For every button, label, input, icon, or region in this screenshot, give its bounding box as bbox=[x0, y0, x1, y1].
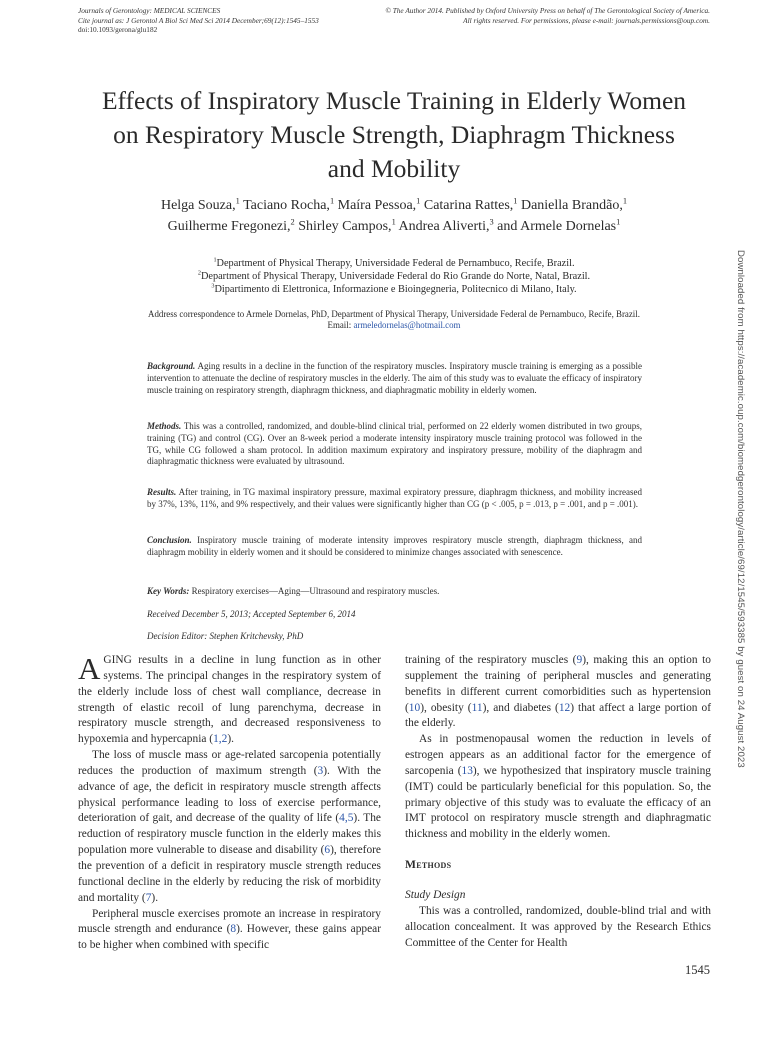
author-affiliation-mark: 1 bbox=[622, 196, 628, 206]
methods-paragraph-1: This was a controlled, randomized, double-blind trial and with allocation concealment. It was approved by the Research Ethics Committee of the Center for Health bbox=[405, 904, 711, 949]
methods-heading: Methods bbox=[405, 858, 452, 872]
keywords-text: Respiratory exercises—Aging—Ultrasound and respiratory muscles. bbox=[191, 586, 440, 596]
article-title bbox=[40, 84, 748, 186]
conclusion-label: Conclusion. bbox=[147, 535, 192, 545]
author-affiliation-mark: 1 bbox=[235, 196, 240, 206]
citation-line: Cite journal as: J Gerontol A Biol Sci Med Sci 2014 December;69(12):1545–1553 bbox=[78, 15, 319, 25]
keywords-label: Key Words: bbox=[147, 586, 190, 596]
journal-name: Journals of Gerontology: MEDICAL SCIENCES bbox=[78, 6, 221, 15]
affiliation-text: Department of Physical Therapy, Universidade Federal do Rio Grande do Norte, Natal, Brazil. bbox=[200, 270, 591, 282]
affiliation-item bbox=[40, 271, 748, 284]
title-line-1: Effects of Inspiratory Muscle Training in Elderly Women bbox=[101, 86, 687, 115]
results-label: Results. bbox=[147, 487, 177, 497]
intro-paragraph-4: training of the respiratory muscles (9), making this an option to supplement the training of peripheral muscles and generating benefits in different current comorbidities such as hypertension (10), obesity (11), and diabetes (12) that affect a large portion of the elderly. bbox=[405, 654, 711, 730]
reference-link[interactable]: 10 bbox=[408, 701, 421, 714]
abstract-background bbox=[147, 361, 642, 396]
download-watermark bbox=[730, 250, 754, 1060]
doi-line: doi:10.1093/gerona/glu182 bbox=[78, 25, 158, 35]
author-name: Maíra Pessoa, bbox=[337, 198, 417, 213]
affiliation-text: Department of Physical Therapy, Universidade Federal de Pernambuco, Recife, Brazil. bbox=[216, 258, 575, 269]
reference-link[interactable]: 1,2 bbox=[213, 733, 228, 746]
reference-link[interactable]: 12 bbox=[558, 701, 571, 714]
conclusion-text: Inspiratory muscle training of moderate intensity improves respiratory muscle strength, diaphragm thickness, and diaphragm mobility in elderly women and it should be considered to minimize changes associated with senescence. bbox=[147, 535, 642, 557]
author-name: Daniella Brandão, bbox=[520, 198, 623, 213]
author-affiliation-mark: 1 bbox=[391, 216, 396, 226]
body-right-column bbox=[405, 653, 711, 951]
title-line-3: and Mobility bbox=[327, 154, 461, 183]
reference-link[interactable]: 11 bbox=[471, 701, 483, 714]
address-line: Address correspondence to Armele Dornelas, PhD, Department of Physical Therapy, Universidade Federal de Pernambuco, Recife, Brazil. bbox=[148, 309, 640, 319]
reference-link[interactable]: 3 bbox=[317, 764, 324, 777]
background-text: Aging results in a decline in the function of the respiratory muscles. Inspiratory muscle training is emerging as a possible intervention to attenuate the decline of respiratory muscles in the elderly. The aim of this study was to evaluate the efficacy of inspiratory muscle training on respiratory strength, diaphragm thickness, and diaphragmatic mobility in elderly women. bbox=[147, 361, 642, 395]
abstract-conclusion bbox=[147, 535, 642, 559]
author-affiliation-mark: 3 bbox=[489, 216, 494, 226]
author-affiliation-mark: 1 bbox=[416, 196, 421, 206]
page-number: 1545 bbox=[685, 963, 710, 977]
author-list bbox=[40, 196, 748, 237]
affiliations bbox=[40, 258, 748, 296]
author-name: Andrea Aliverti, bbox=[398, 218, 490, 234]
abstract-methods bbox=[147, 421, 642, 468]
reference-link[interactable]: 4,5 bbox=[339, 812, 354, 825]
journal-header bbox=[78, 6, 319, 35]
reference-link[interactable]: 6 bbox=[324, 844, 331, 857]
affiliation-text: Dipartimento di Elettronica, Informazione e Bioingegneria, Politecnico di Milano, Italy. bbox=[214, 283, 577, 295]
correspondence-address bbox=[40, 309, 748, 332]
decision-editor: Decision Editor: Stephen Kritchevsky, PhD bbox=[147, 631, 304, 641]
copyright-line: © The Author 2014. Published by Oxford University Press on behalf of The Gerontological Society of America. bbox=[385, 6, 710, 15]
author-name: Shirley Campos, bbox=[298, 218, 392, 234]
affiliation-number: 2 bbox=[197, 269, 201, 277]
author-name: Guilherme Fregonezi, bbox=[167, 218, 291, 234]
reference-link[interactable]: 9 bbox=[576, 654, 583, 666]
drop-cap: A bbox=[78, 651, 101, 686]
author-affiliation-mark: 1 bbox=[513, 196, 518, 206]
author-affiliation-mark: 2 bbox=[290, 216, 295, 226]
intro-paragraph-1: AGING results in a decline in lung function as in other systems. The principal changes in the respiratory system of the elderly include loss of chest wall compliance, decrease in strength of elastic recoil of lung parenchyma, decrease in respiratory muscle strength, and decreased responsiveness to hypoxemia and hypercapnia (1,2). bbox=[78, 651, 381, 746]
background-label: Background. bbox=[147, 361, 196, 371]
methods-label: Methods. bbox=[147, 421, 182, 431]
body-left-column bbox=[78, 653, 381, 954]
affiliation-number: 3 bbox=[211, 282, 215, 290]
author-name: Helga Souza, bbox=[160, 198, 236, 213]
download-note: Downloaded from https://academic.oup.com/biomedgerontology/article/69/12/1545/593385 by guest on 24 August 2023 bbox=[735, 250, 746, 768]
abstract-results bbox=[147, 487, 642, 511]
intro-paragraph-3: Peripheral muscle exercises promote an increase in respiratory muscle strength and endurance (8). However, these gains appear to be higher when combined with specific bbox=[78, 907, 381, 952]
affiliation-item bbox=[40, 258, 748, 271]
affiliation-item bbox=[40, 284, 748, 297]
reference-link[interactable]: 8 bbox=[230, 923, 237, 936]
copyright-header bbox=[290, 6, 710, 25]
email-label: Email: bbox=[327, 320, 354, 331]
affiliation-number: 1 bbox=[213, 256, 217, 264]
study-design-heading: Study Design bbox=[405, 888, 466, 901]
reference-link[interactable]: 7 bbox=[145, 891, 152, 904]
keywords bbox=[147, 586, 642, 598]
intro-paragraph-5: As in postmenopausal women the reduction in levels of estrogen appears as an additional factor for the emergence of sarcopenia (13), we hypothesized that inspiratory muscle training (IMT) could be particularly beneficial for this population. So, the primary objective of this study was to evaluate the efficacy of an IMT protocol on respiratory muscle strength and diaphragmatic thickness and mobility in the elderly women. bbox=[405, 733, 712, 841]
email-link[interactable]: armeledornelas@hotmail.com bbox=[353, 320, 461, 331]
author-name: and Armele Dornelas bbox=[497, 218, 617, 234]
author-name: Taciano Rocha, bbox=[243, 198, 330, 213]
received-dates: Received December 5, 2013; Accepted September 6, 2014 bbox=[147, 609, 356, 619]
title-line-2: on Respiratory Muscle Strength, Diaphragm Thickness bbox=[113, 120, 675, 149]
permissions-line: All rights reserved. For permissions, please e-mail: journals.permissions@oup.com. bbox=[463, 15, 710, 25]
author-affiliation-mark: 1 bbox=[329, 196, 335, 206]
intro-paragraph-2: The loss of muscle mass or age-related sarcopenia potentially reduces the production of maximum strength (3). With the advance of age, the deficit in respiratory muscle strength affects physical performance leading to loss of exercise performance, deterioration of gait, and decrease of the quality of life (4,5). The reduction of respiratory muscle function in the elderly makes this population more vulnerable to disease and disability (6), therefore the prevention of a deficit in respiratory muscle strength reduces functional decline in the elderly by reducing the risk of morbidity and mortality (7). bbox=[78, 749, 381, 904]
results-text: After training, in TG maximal inspiratory pressure, maximal expiratory pressure, diaphragm thickness, and mobility increased by 37%, 13%, 11%, and 9% respectively, and their values were significantly higher than CG (p < .005, p = .013, p = .001, and p = .001). bbox=[147, 487, 642, 509]
author-affiliation-mark: 1 bbox=[616, 216, 621, 226]
methods-text: This was a controlled, randomized, and double-blind clinical trial, performed on 22 elderly women distributed in two groups, training (TG) and control (CG). Over an 8-week period a moderate intensity inspiratory muscle training protocol was followed in the TG, while CG followed a sham protocol. In addition maximum expiratory and inspiratory pressure, mobility of the diaphragm and diaphragmatic thickness were evaluated by ultrasound. bbox=[147, 421, 643, 467]
author-name: Catarina Rattes, bbox=[423, 198, 514, 213]
reference-link[interactable]: 13 bbox=[461, 764, 473, 777]
